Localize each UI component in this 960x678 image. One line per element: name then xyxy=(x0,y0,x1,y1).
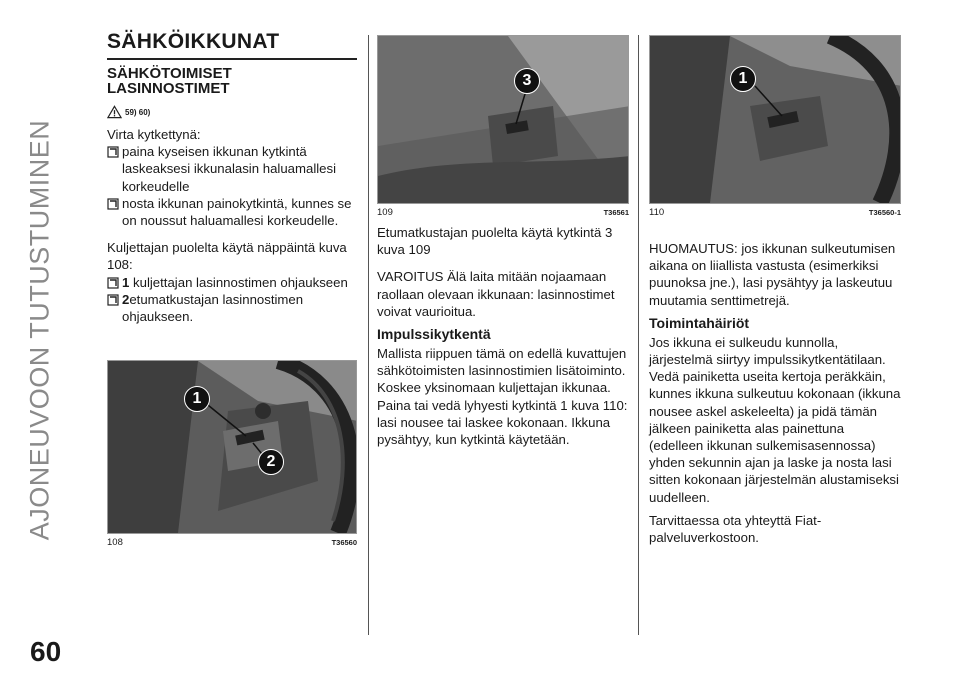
figure-caption xyxy=(377,207,629,218)
door-panel-illustration xyxy=(108,361,357,533)
list-item: 1 kuljettajan lasinnostimen ohjaukseen xyxy=(107,274,357,291)
list-item: 2etumatkustajan lasinnostimen ohjaukseen. xyxy=(107,291,357,325)
bullet-arrow-icon xyxy=(107,146,119,158)
figure-caption xyxy=(649,207,901,218)
warning-refs: 59) 60) xyxy=(125,107,151,117)
figure-caption xyxy=(107,537,357,548)
figure-code: T36560 xyxy=(331,538,357,547)
paragraph: Mallista riippuen tämä on edellä kuvattujen sähkötoimisten lasinnostimien lisätoiminto. Koskee yksinomaan kuljettajan ikkunaa. Paina tai vedä lyhyesti kytkintä 1 kuva 110: lasi nousee tai laskee kokonaan. Ikkuna pysähtyy, kun kytkintä käytetään. xyxy=(377,346,628,448)
warning-paragraph: VAROITUS Älä laita mitään nojaamaan raollaan olevaan ikkunaan: lasinnostimet voivat vaurioitua. xyxy=(377,269,615,319)
driver-intro: Kuljettajan puolelta käytä näppäintä kuva 108: xyxy=(107,240,347,273)
paragraph: Jos ikkuna ei sulkeudu kunnolla, järjestelmä siirtyy impulssikytkentätilaan. Vedä painiketta useita kertoja peräkkäin, kunnes ikkuna sulkeutuu kokonaan (ikkuna nousee askel askeleelta) ja pidä tämän jälkeen painiketta alas painettuna (edelleen ikkunan sulkemisasennossa) yhden sekunnin ajan ja laske ja nosta lasi sitten kokonaan järjestelmän alustamiseksi uudelleen. xyxy=(649,334,901,505)
paragraph: Etumatkustajan puolelta käytä kytkintä 3 kuva 109 xyxy=(377,225,613,258)
figure-code: T36560-1 xyxy=(868,208,901,217)
driver-switch-photo xyxy=(649,35,901,204)
page-number: 60 xyxy=(30,636,62,667)
warning-triangle-icon xyxy=(107,105,122,119)
warning-reference xyxy=(107,104,357,120)
column-divider xyxy=(638,35,639,635)
subsection-title: SÄHKÖTOIMISET LASINNOSTIMET xyxy=(107,65,232,97)
intro-text: Virta kytkettynä: xyxy=(107,127,201,142)
list-item: nosta ikkunan painokytkintä, kunnes se on noussut haluamallesi korkeudelle. xyxy=(107,195,357,229)
door-panel-illustration xyxy=(378,36,629,203)
column-3 xyxy=(649,35,901,546)
bullet-arrow-icon xyxy=(107,198,119,210)
door-switch-photo xyxy=(107,360,357,534)
figure-number: 109 xyxy=(377,207,393,218)
figure-110 xyxy=(649,35,901,218)
paragraph: HUOMAUTUS: jos ikkunan sulkeutumisen aikana on liiallista vastusta (esimerkiksi puunoksa jne.), lasi pysähtyy ja laskeutuu muutamia senttimetrejä. xyxy=(649,241,896,308)
bullet-arrow-icon xyxy=(107,294,119,306)
heading-impulse: Impulssikytkentä xyxy=(377,326,491,343)
figure-number: 108 xyxy=(107,537,123,548)
paragraph: Tarvittaessa ota yhteyttä Fiat-palveluverkostoon. xyxy=(649,512,822,546)
bullet-arrow-icon xyxy=(107,277,119,289)
column-2 xyxy=(377,35,629,448)
door-panel-illustration xyxy=(650,36,901,203)
callout-2: 2 xyxy=(258,449,284,475)
chapter-title: AJONEUVOON TUTUSTUMINEN xyxy=(24,119,55,541)
figure-109 xyxy=(377,35,629,218)
passenger-switch-photo xyxy=(377,35,629,204)
heading-malfunctions: Toimintahäiriöt xyxy=(649,314,750,331)
chapter-side-tab xyxy=(10,30,70,630)
figure-code: T36561 xyxy=(603,208,629,217)
column-1 xyxy=(107,30,357,548)
callout-1: 1 xyxy=(184,386,210,412)
figure-number: 110 xyxy=(649,207,665,218)
column-divider xyxy=(368,35,369,635)
callout-1: 1 xyxy=(730,66,756,92)
figure-108 xyxy=(107,360,357,548)
section-title: SÄHKÖIKKUNAT xyxy=(107,30,357,60)
callout-3: 3 xyxy=(514,68,540,94)
list-item: paina kyseisen ikkunan kytkintä laskeaksesi ikkunalasin haluamallesi korkeudelle xyxy=(107,143,357,195)
